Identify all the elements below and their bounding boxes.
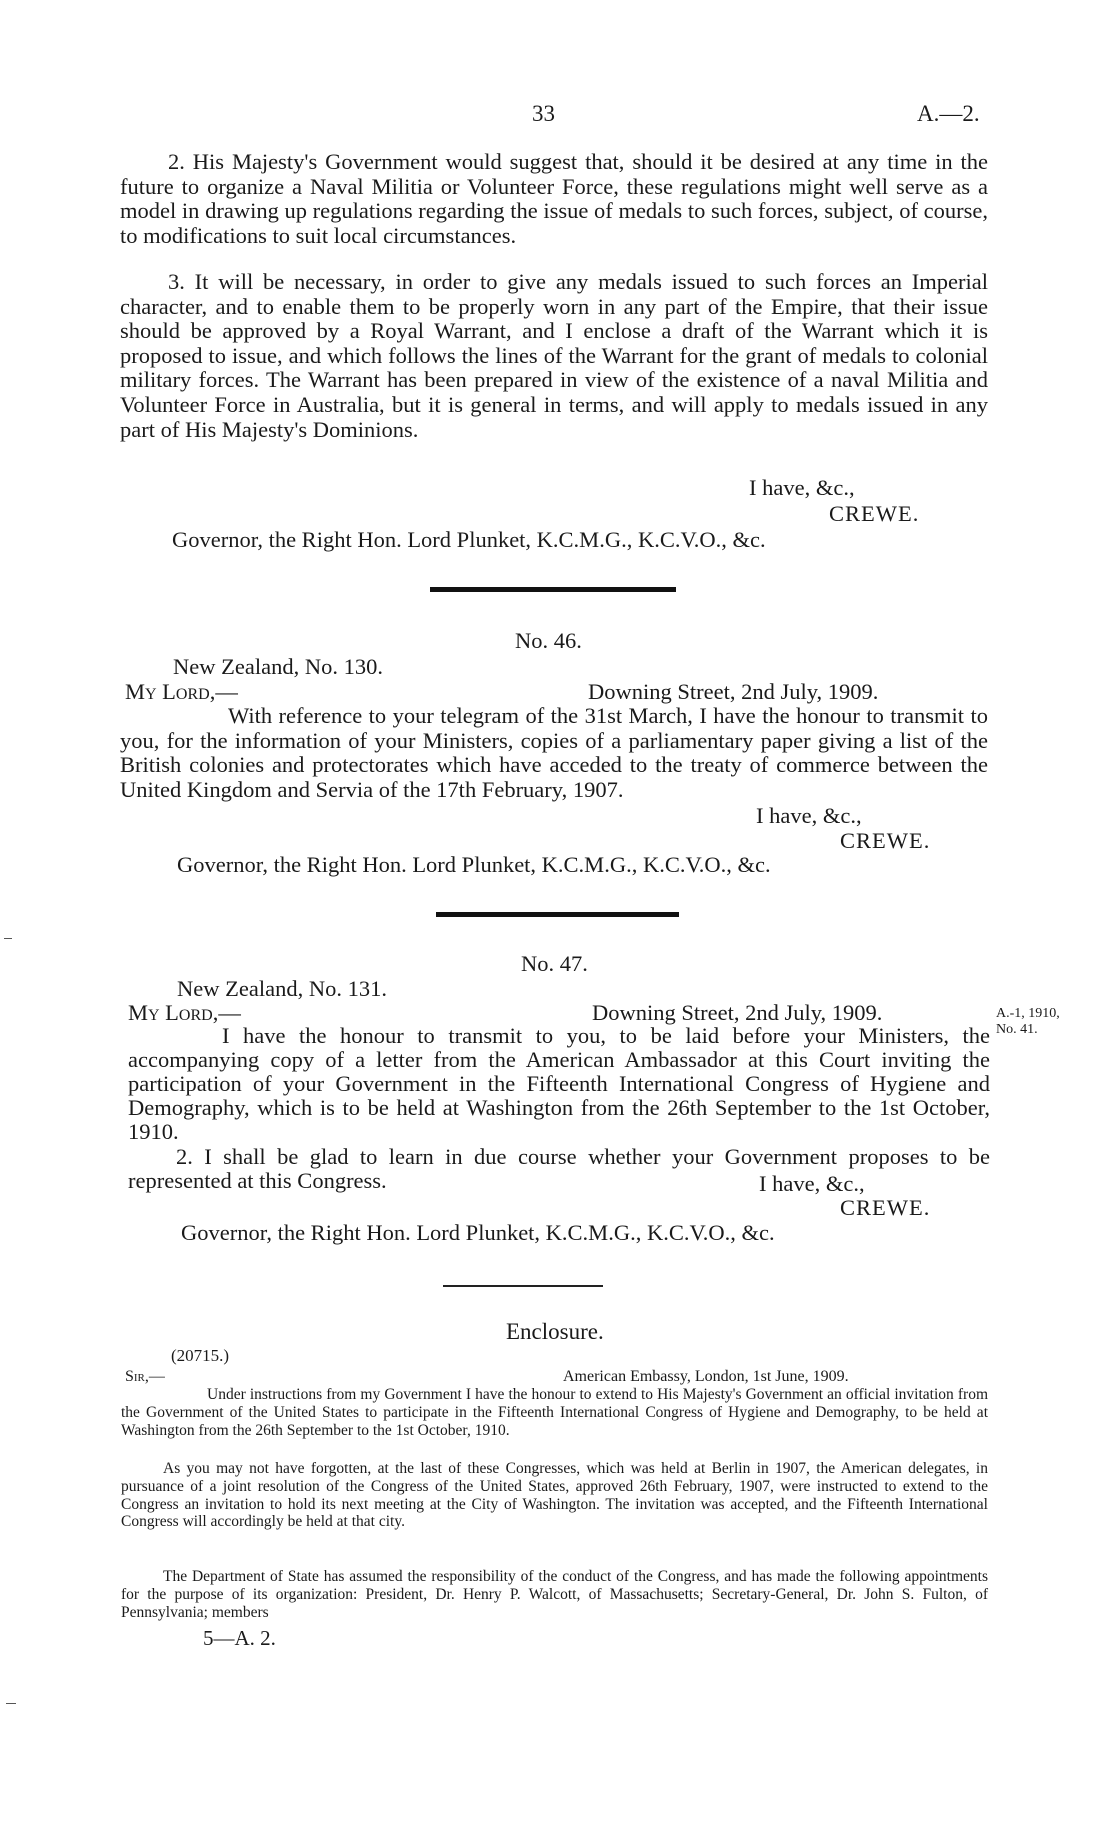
paragraph-text: 3. It will be necessary, in order to give any medals issued to such forces an Imperial character, and to enable them to be properly worn in any part of the Empire, that their issue should be approved by a Royal Warrant, and I enclose a draft of the Warrant which it is proposed to issue, and which follows the lines of the Warrant for the grant of medals to colonial military forces. The Warrant has been prepared in view of the existence of a naval Militia and Volunteer Force in Australia, but it is general in terms, and will apply to medals issued in any part of His Majesty's Dominions. [120,269,988,442]
enclosure-place-date: American Embassy, London, 1st June, 1909. [563,1368,849,1385]
letter47-addressee: Governor, the Right Hon. Lord Plunket, K.C.M.G., K.C.V.O., &c. [181,1220,775,1245]
paragraph-text: 2. His Majesty's Government would suggest that, should it be desired at any time in the future to organize a Naval Militia or Volunteer Force, these regulations might well serve as a model in drawing up regulations regarding the issue of medals to such forces, subject, of course, to modifications to suit local circumstances. [120,149,988,248]
letter47-body-1-text: I have the honour to transmit to you, to be laid before your Ministers, the accompanying copy of a letter from the American Ambassador at this Court inviting the participation of your Government in the Fifteenth International Congress of Hygiene and Demography, which is to be held at Washington from the 26th September to the 1st October, 1910. [128,1023,990,1144]
page-number: 33 [532,101,555,126]
margin-note-line-2: No. 41. [996,1022,1038,1037]
section-divider [436,912,679,917]
top-paragraph-2 [120,150,988,248]
letter46-body-text: With reference to your telegram of the 31st March, I have the honour to transmit to you, for the information of your Ministers, copies of a parliamentary paper giving a list of the British colonies and protectorates which have acceded to the treaty of commerce between the United Kingdom and Servia of the 17th February, 1907. [120,703,988,802]
section-divider [430,587,676,592]
letter46-salutation: My Lord,— [125,679,238,704]
letter46-reference: New Zealand, No. 130. [173,654,383,679]
letter46-signature: CREWE. [840,828,931,853]
letter1-addressee: Governor, the Right Hon. Lord Plunket, K.C.M.G., K.C.V.O., &c. [172,527,766,552]
letter46-number: No. 46. [515,628,582,653]
letter47-body-1 [128,1024,990,1144]
letter47-place-date: Downing Street, 2nd July, 1909. [592,1000,883,1025]
letter47-reference: New Zealand, No. 131. [177,976,387,1001]
letter47-i-have: I have, &c., [759,1171,865,1196]
scan-mark [4,938,12,939]
margin-note-line-1: A.-1, 1910, [996,1006,1060,1021]
footer-signature-mark: 5—A. 2. [203,1626,276,1650]
enclosure-paragraph-2 [121,1460,988,1531]
letter47-signature: CREWE. [840,1195,931,1220]
letter47-salutation: My Lord,— [128,1000,241,1025]
letter46-i-have: I have, &c., [756,803,862,828]
enclosure-paragraph-1 [121,1386,988,1439]
letter1-i-have: I have, &c., [749,475,855,500]
enclosure-title: Enclosure. [506,1319,604,1344]
enclosure-reference: (20715.) [171,1346,230,1365]
section-divider [443,1285,603,1287]
scan-mark [6,1703,16,1704]
letter47-body-2-text: 2. I shall be glad to learn in due course whether your Government proposes to be represented at this Congress. [128,1144,990,1193]
letter46-addressee: Governor, the Right Hon. Lord Plunket, K.C.M.G., K.C.V.O., &c. [177,852,771,877]
document-reference: A.—2. [917,101,980,126]
letter46-place-date: Downing Street, 2nd July, 1909. [588,679,879,704]
enclosure-paragraph-2-text: As you may not have forgotten, at the last of these Congresses, which was held at Berlin in 1907, the American delegates, in pursuance of a joint resolution of the Congress of the United States, approved 26th February, 1907, were instructed to extend to the Congress an invitation to hold its next meeting at the City of Washington. The invitation was accepted, and the Fifteenth International Congress will accordingly be held at that city. [121,1460,988,1531]
enclosure-paragraph-3 [121,1568,988,1621]
enclosure-paragraph-1-text: Under instructions from my Government I have the honour to extend to His Majesty's Government an official invitation from the Government of the United States to participate in the Fifteenth International Congress of Hygiene and Demography, to be held at Washington from the 26th September to the 1st October, 1910. [121,1386,988,1439]
letter1-signature: CREWE. [829,501,920,526]
enclosure-salutation: Sir,— [125,1368,165,1385]
letter46-body [120,704,988,802]
top-paragraph-3 [120,270,988,442]
margin-note-reference [996,1006,1060,1038]
letter47-number: No. 47. [521,951,588,976]
enclosure-paragraph-3-text: The Department of State has assumed the responsibility of the conduct of the Congress, and has made the following appointments for the purpose of its organization: President, Dr. Henry P. Walcott, of Massachusetts; Secretary-General, Dr. John S. Fulton, of Pennsylvania; members [121,1568,988,1621]
